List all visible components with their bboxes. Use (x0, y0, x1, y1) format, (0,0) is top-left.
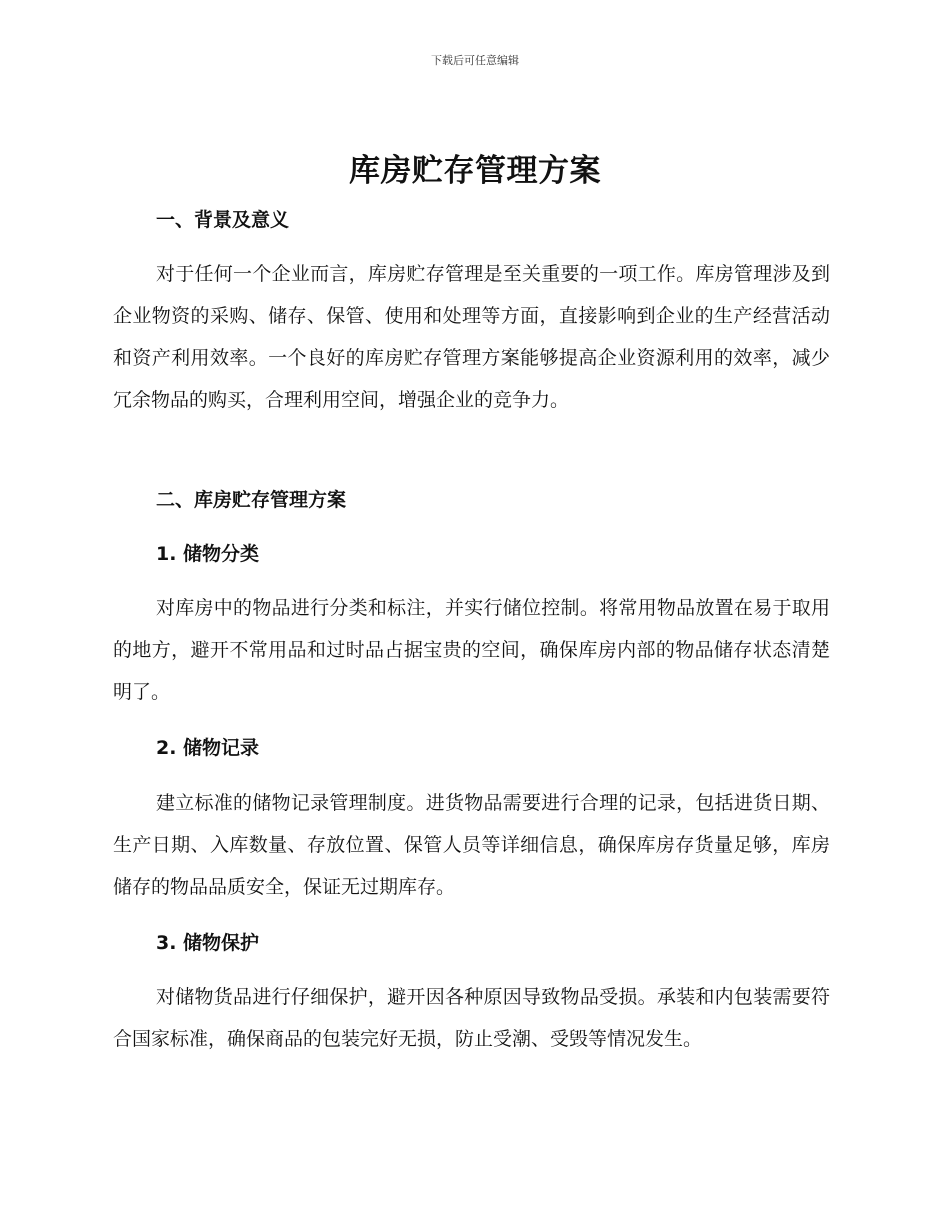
section-heading-plan: 二、库房贮存管理方案 (156, 489, 347, 511)
section-heading-background: 一、背景及意义 (156, 209, 290, 231)
subheading-storage-protection: 3. 储物保护 (156, 932, 260, 954)
document-title: 库房贮存管理方案 (349, 153, 601, 189)
paragraph-storage-protection: 对储物货品进行仔细保护，避开因各种原因导致物品受损。承装和内包装需要符合国家标准，确保商品的包装完好无损，防止受潮、受毁等情况发生。 (113, 986, 830, 1050)
paragraph-storage-classification: 对库房中的物品进行分类和标注，并实行储位控制。将常用物品放置在易于取用的地方，避开不常用品和过时品占据宝贵的空间，确保库房内部的物品储存状态清楚明了。 (113, 597, 830, 703)
paragraph-storage-records: 建立标准的储物记录管理制度。进货物品需要进行合理的记录，包括进货日期、生产日期、入库数量、存放位置、保管人员等详细信息，确保库房存货量足够，库房储存的物品品质安全，保证无过期库存。 (113, 792, 830, 898)
paragraph-background: 对于任何一个企业而言，库房贮存管理是至关重要的一项工作。库房管理涉及到企业物资的采购、储存、保管、使用和处理等方面，直接影响到企业的生产经营活动和资产利用效率。一个良好的库房贮存管理方案能够提高企业资源利用的效率，减少冗余物品的购买，合理利用空间，增强企业的竞争力。 (113, 263, 830, 411)
subheading-storage-classification: 1. 储物分类 (156, 543, 260, 565)
subheading-storage-records: 2. 储物记录 (156, 737, 260, 759)
header-note: 下载后可任意编辑 (431, 54, 519, 67)
